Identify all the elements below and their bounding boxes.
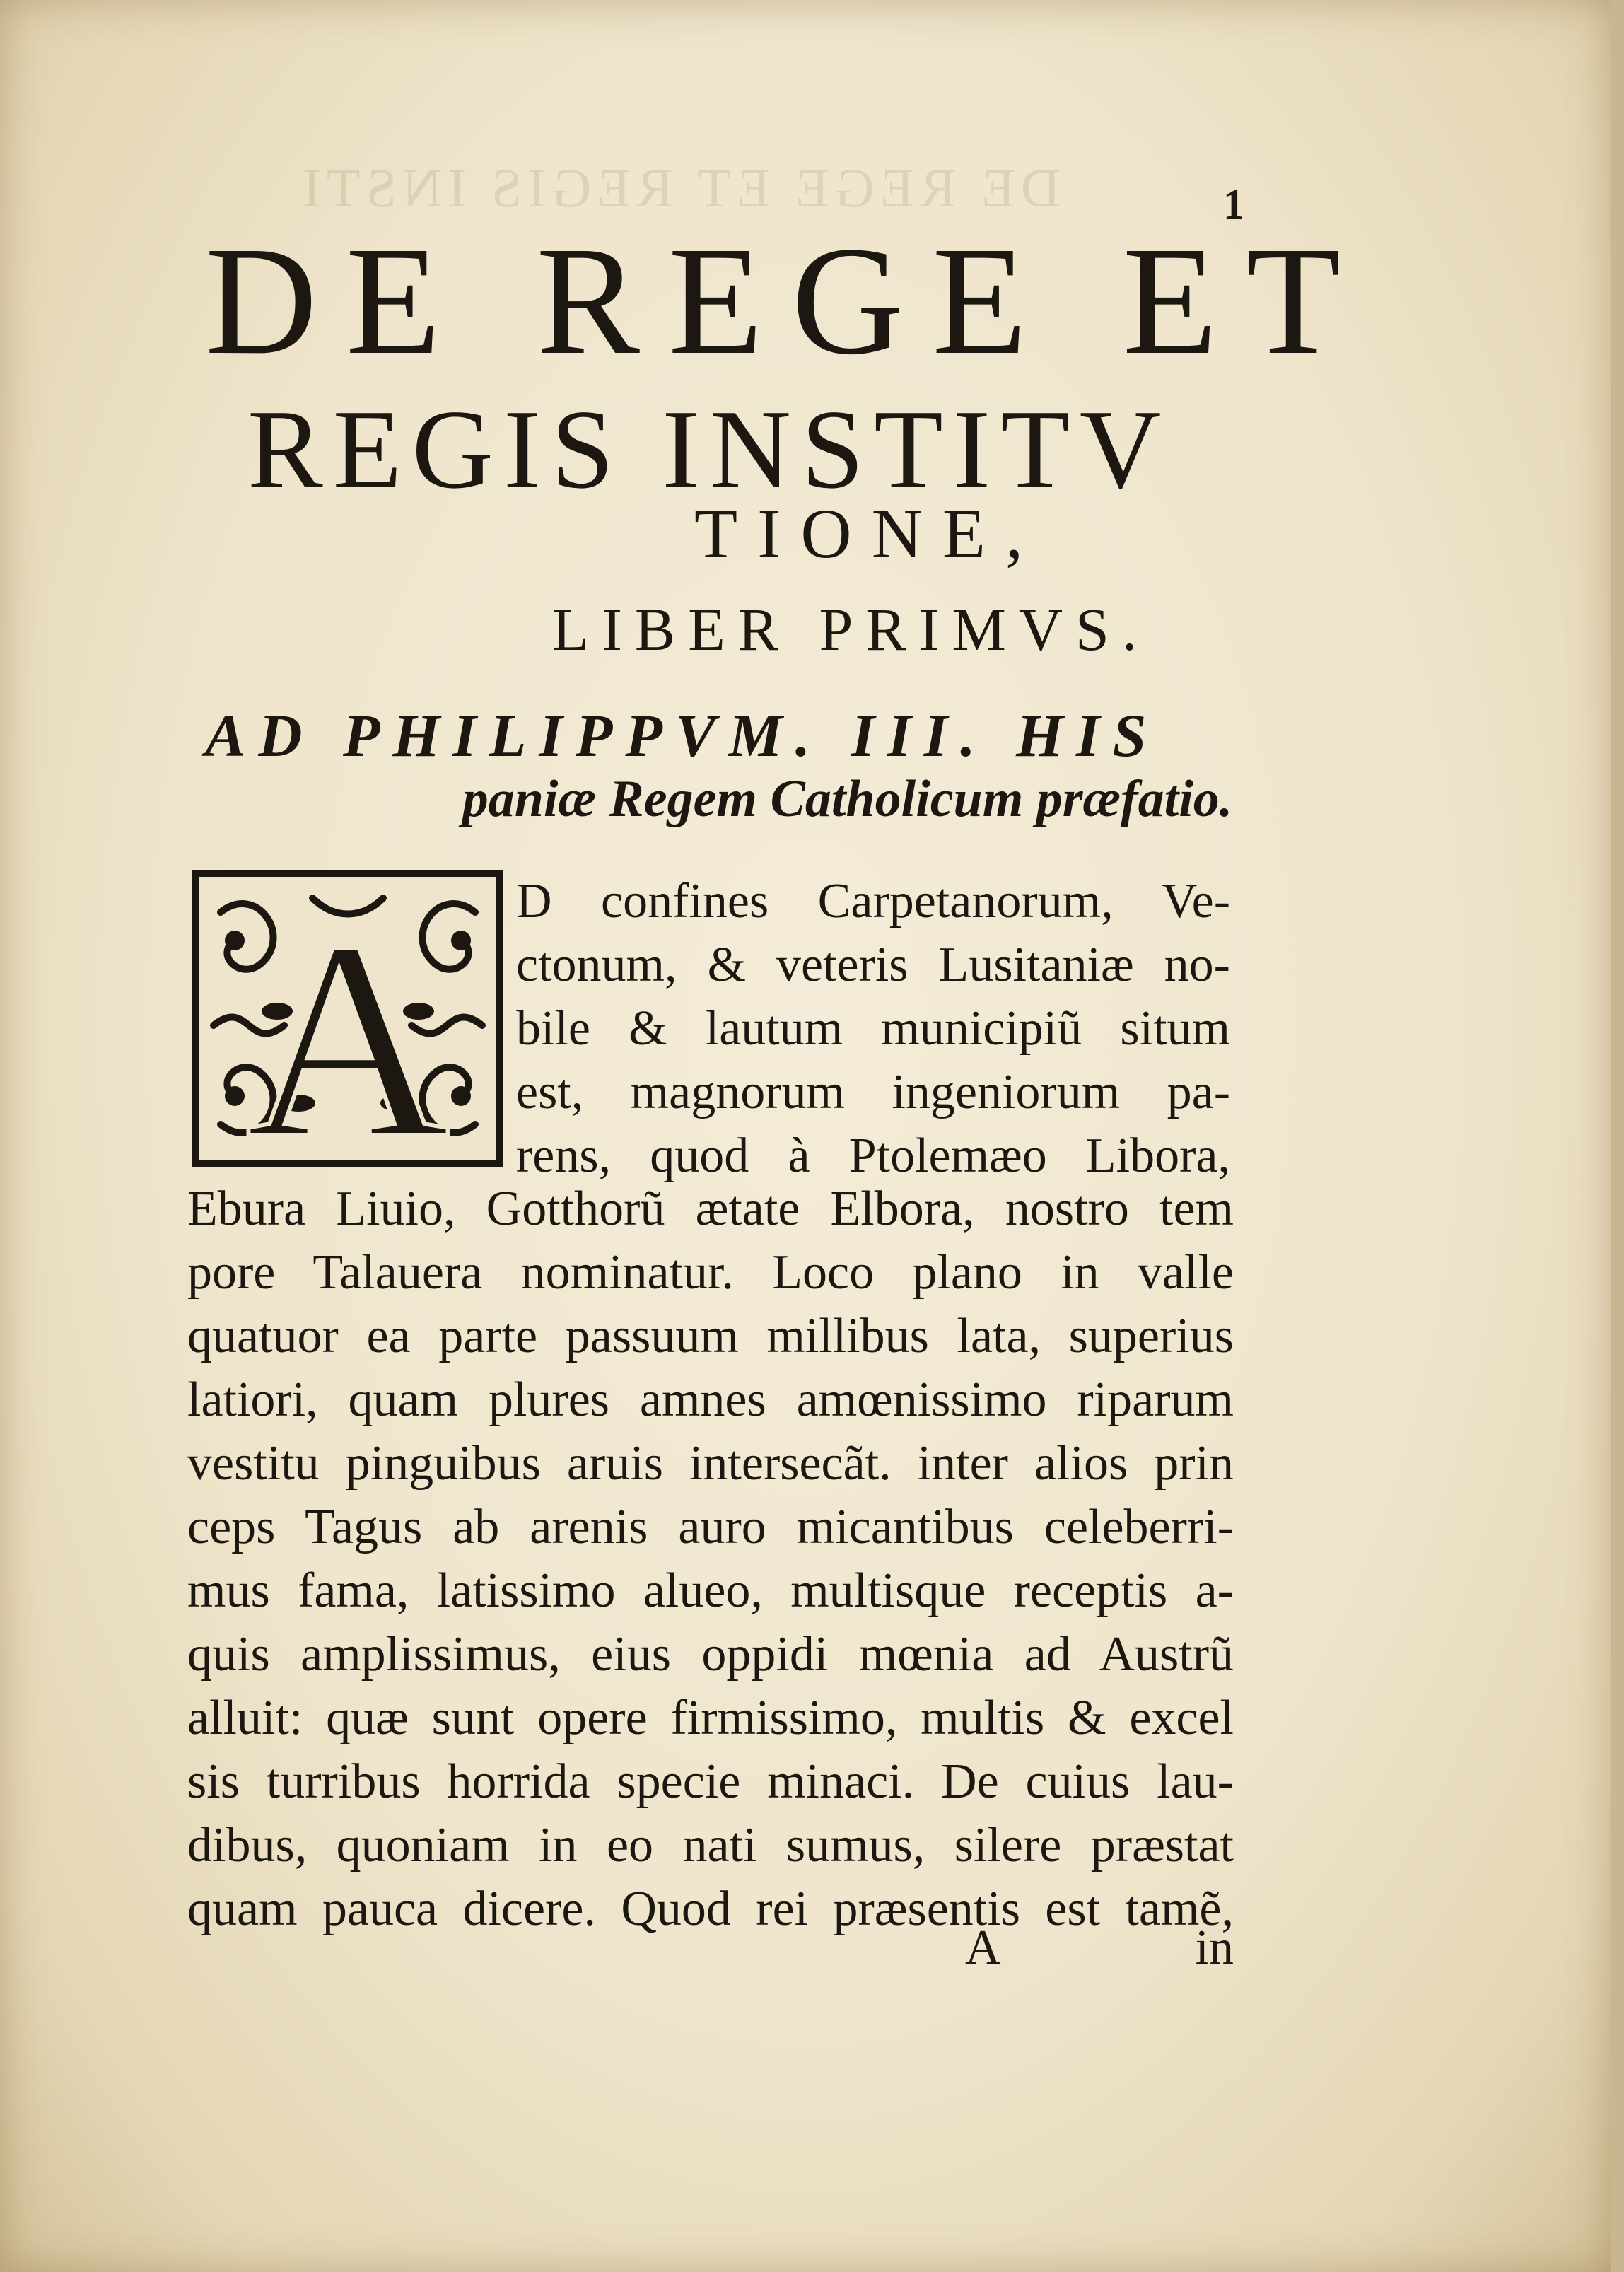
text-line: ceps Tagus ab arenis auro micantibus celeberri-	[187, 1500, 1234, 1554]
dedication-line-1: AD PHILIPPVM. III. HIS	[205, 701, 1159, 769]
dedication-line-2: paniæ Regem Catholicum præfatio.	[462, 770, 1233, 828]
text-line: latiori, quam plures amnes amœnissimo riparum	[187, 1373, 1234, 1427]
text-line: quam pauca dicere. Quod rei præsentis est tamẽ,	[187, 1882, 1234, 1936]
text-line: ctonum, & veteris Lusitaniæ no-	[516, 938, 1230, 992]
text-line: bile & lautum municipiũ situm	[516, 1001, 1230, 1056]
catchword: in	[1195, 1921, 1234, 1975]
signature-mark: A	[965, 1921, 1001, 1975]
initial-letter: A	[245, 883, 450, 1167]
text-line: Ebura Liuio, Gotthorũ ætate Elbora, nostro tem	[187, 1182, 1234, 1236]
text-line: mus fama, latissimo alueo, multisque receptis a-	[187, 1563, 1234, 1618]
woodcut-initial-icon	[192, 870, 503, 1167]
bleed-through-text: DE REGE ET REGIS INSTI	[297, 157, 1061, 219]
text-line: vestitu pinguibus aruis intersecãt. inter alios prin	[187, 1436, 1234, 1491]
text-line: sis turribus horrida specie minaci. De cuius lau-	[187, 1754, 1234, 1809]
decorated-initial	[192, 870, 503, 1167]
text-line: rens, quod à Ptolemæo Libora,	[516, 1129, 1230, 1183]
body-text	[187, 1177, 1234, 1941]
page-footer	[187, 1913, 1234, 1983]
folio-number: 1	[1223, 181, 1244, 228]
text-line: dibus, quoniam in eo nati sumus, silere præstat	[187, 1818, 1234, 1872]
title-line-3: TIONE,	[694, 494, 1043, 573]
text-line: pore Talauera nominatur. Loco plano in valle	[187, 1245, 1234, 1300]
title-line-1: DE REGE ET	[205, 214, 1369, 387]
body-text-beside-initial	[516, 870, 1230, 1188]
text-line: D confines Carpetanorum, Ve-	[516, 874, 1230, 928]
text-line: quatuor ea parte passuum millibus lata, superius	[187, 1309, 1234, 1363]
title-line-2: REGIS INSTITV	[247, 386, 1172, 512]
book-subtitle: LIBER PRIMVS.	[551, 595, 1150, 663]
text-line: est, magnorum ingeniorum pa-	[516, 1065, 1230, 1119]
text-line: quis amplissimus, eius oppidi mœnia ad Austrũ	[187, 1627, 1234, 1682]
text-line: alluit: quæ sunt opere firmissimo, multis & excel	[187, 1691, 1234, 1745]
